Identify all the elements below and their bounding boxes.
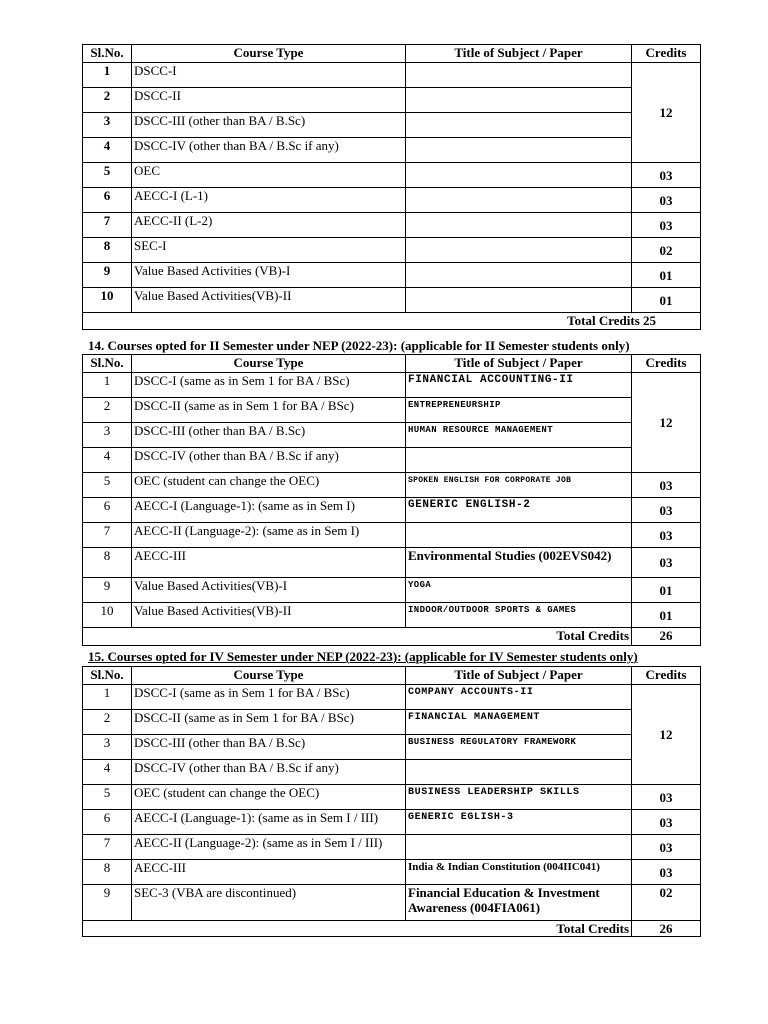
- table-cell: [406, 288, 632, 313]
- col-slno: Sl.No.: [83, 667, 132, 685]
- table-cell: 5: [83, 163, 132, 188]
- table-cell: [406, 835, 632, 860]
- col-course-type: Course Type: [132, 45, 406, 63]
- table-cell: 10: [83, 288, 132, 313]
- table-cell: 1: [83, 685, 132, 710]
- table-cell: 4: [83, 448, 132, 473]
- table-cell: AECC-II (Language-2): (same as in Sem I / III): [132, 835, 406, 860]
- table-cell: DSCC-IV (other than BA / B.Sc if any): [132, 138, 406, 163]
- table-cell: [406, 138, 632, 163]
- credits-cell: 01: [632, 603, 701, 628]
- total-credits-label: Total Credits: [83, 921, 632, 937]
- table-cell: 8: [83, 860, 132, 885]
- table-cell: SEC-3 (VBA are discontinued): [132, 885, 406, 921]
- table-cell: FINANCIAL ACCOUNTING-II: [406, 373, 632, 398]
- table-cell: DSCC-II (same as in Sem 1 for BA / BSc): [132, 710, 406, 735]
- col-title: Title of Subject / Paper: [406, 667, 632, 685]
- table-cell: 6: [83, 188, 132, 213]
- table-cell: AECC-I (Language-1): (same as in Sem I): [132, 498, 406, 523]
- credits-cell: 03: [632, 523, 701, 548]
- credits-cell: 03: [632, 548, 701, 578]
- table-cell: Environmental Studies (002EVS042): [406, 548, 632, 578]
- table-cell: 9: [83, 263, 132, 288]
- table-cell: COMPANY ACCOUNTS-II: [406, 685, 632, 710]
- table-cell: HUMAN RESOURCE MANAGEMENT: [406, 423, 632, 448]
- col-credits: Credits: [632, 355, 701, 373]
- table-cell: Value Based Activities(VB)-I: [132, 578, 406, 603]
- table-cell: [406, 88, 632, 113]
- table-cell: FINANCIAL MANAGEMENT: [406, 710, 632, 735]
- semester-table-2: [82, 354, 701, 646]
- table-cell: DSCC-III (other than BA / B.Sc): [132, 423, 406, 448]
- table-cell: 9: [83, 885, 132, 921]
- credits-cell: 03: [632, 213, 701, 238]
- credits-cell: 03: [632, 473, 701, 498]
- table-cell: DSCC-IV (other than BA / B.Sc if any): [132, 760, 406, 785]
- table-cell: Value Based Activities(VB)-II: [132, 603, 406, 628]
- table-cell: Value Based Activities(VB)-II: [132, 288, 406, 313]
- table-cell: DSCC-I (same as in Sem 1 for BA / BSc): [132, 685, 406, 710]
- table-cell: 1: [83, 63, 132, 88]
- table-cell: DSCC-II (same as in Sem 1 for BA / BSc): [132, 398, 406, 423]
- table-cell: [406, 760, 632, 785]
- credits-cell: 12: [632, 63, 701, 163]
- credits-cell: 03: [632, 835, 701, 860]
- col-credits: Credits: [632, 45, 701, 63]
- table-cell: [406, 163, 632, 188]
- table-cell: [406, 523, 632, 548]
- col-title: Title of Subject / Paper: [406, 45, 632, 63]
- table-cell: 5: [83, 473, 132, 498]
- col-course-type: Course Type: [132, 667, 406, 685]
- table-cell: OEC (student can change the OEC): [132, 473, 406, 498]
- table-cell: Financial Education & Investment Awareness (004FIA061): [406, 885, 632, 921]
- credits-cell: 03: [632, 163, 701, 188]
- table-cell: [406, 113, 632, 138]
- table-cell: AECC-I (Language-1): (same as in Sem I / III): [132, 810, 406, 835]
- credits-cell: 03: [632, 810, 701, 835]
- col-course-type: Course Type: [132, 355, 406, 373]
- semester-table-1: [82, 44, 701, 330]
- credits-cell: 01: [632, 263, 701, 288]
- table-cell: [406, 263, 632, 288]
- table-cell: [406, 188, 632, 213]
- table-cell: 6: [83, 810, 132, 835]
- table-cell: ENTREPRENEURSHIP: [406, 398, 632, 423]
- table-cell: [406, 238, 632, 263]
- table-cell: [406, 448, 632, 473]
- credits-cell: 03: [632, 860, 701, 885]
- table-cell: 6: [83, 498, 132, 523]
- table-cell: DSCC-III (other than BA / B.Sc): [132, 735, 406, 760]
- total-credits: Total Credits 25: [83, 313, 701, 330]
- table-cell: 10: [83, 603, 132, 628]
- table-cell: 2: [83, 710, 132, 735]
- total-credits-value: 26: [632, 628, 701, 646]
- table-cell: OEC (student can change the OEC): [132, 785, 406, 810]
- table-cell: 4: [83, 138, 132, 163]
- table-cell: BUSINESS REGULATORY FRAMEWORK: [406, 735, 632, 760]
- table-cell: 3: [83, 735, 132, 760]
- table-cell: SEC-I: [132, 238, 406, 263]
- table-cell: DSCC-I (same as in Sem 1 for BA / BSc): [132, 373, 406, 398]
- table-cell: 1: [83, 373, 132, 398]
- table-cell: 4: [83, 760, 132, 785]
- table-cell: OEC: [132, 163, 406, 188]
- table-cell: YOGA: [406, 578, 632, 603]
- table-cell: SPOKEN ENGLISH FOR CORPORATE JOB: [406, 473, 632, 498]
- table-cell: 3: [83, 113, 132, 138]
- table-cell: 3: [83, 423, 132, 448]
- table-cell: 9: [83, 578, 132, 603]
- table-cell: DSCC-IV (other than BA / B.Sc if any): [132, 448, 406, 473]
- table-cell: 2: [83, 88, 132, 113]
- table-cell: 7: [83, 835, 132, 860]
- table-cell: AECC-III: [132, 860, 406, 885]
- credits-cell: 03: [632, 498, 701, 523]
- table-cell: DSCC-III (other than BA / B.Sc): [132, 113, 406, 138]
- credits-cell: 02: [632, 885, 701, 921]
- total-credits-label: Total Credits: [83, 628, 632, 646]
- total-credits-value: 26: [632, 921, 701, 937]
- table-cell: 8: [83, 238, 132, 263]
- table-cell: AECC-III: [132, 548, 406, 578]
- credits-cell: 03: [632, 188, 701, 213]
- table-cell: Value Based Activities (VB)-I: [132, 263, 406, 288]
- table-cell: 5: [83, 785, 132, 810]
- table-cell: AECC-I (L-1): [132, 188, 406, 213]
- table-cell: GENERIC ENGLISH-2: [406, 498, 632, 523]
- credits-cell: 01: [632, 578, 701, 603]
- table-cell: 7: [83, 213, 132, 238]
- table-cell: 8: [83, 548, 132, 578]
- credits-cell: 02: [632, 238, 701, 263]
- section-heading-14: 14. Courses opted for II Semester under NEP (2022-23): (applicable for II Semester students only): [88, 338, 630, 353]
- col-slno: Sl.No.: [83, 355, 132, 373]
- credits-cell: 01: [632, 288, 701, 313]
- credits-cell: 12: [632, 373, 701, 473]
- table-cell: 2: [83, 398, 132, 423]
- table-cell: 7: [83, 523, 132, 548]
- credits-cell: 03: [632, 785, 701, 810]
- table-cell: India & Indian Constitution (004IIC041): [406, 860, 632, 885]
- col-slno: Sl.No.: [83, 45, 132, 63]
- table-cell: AECC-II (Language-2): (same as in Sem I): [132, 523, 406, 548]
- table-cell: GENERIC EGLISH-3: [406, 810, 632, 835]
- col-credits: Credits: [632, 667, 701, 685]
- table-cell: AECC-II (L-2): [132, 213, 406, 238]
- table-cell: BUSINESS LEADERSHIP SKILLS: [406, 785, 632, 810]
- table-cell: DSCC-I: [132, 63, 406, 88]
- table-cell: [406, 63, 632, 88]
- credits-cell: 12: [632, 685, 701, 785]
- table-cell: [406, 213, 632, 238]
- table-cell: DSCC-II: [132, 88, 406, 113]
- col-title: Title of Subject / Paper: [406, 355, 632, 373]
- section-heading-15: 15. Courses opted for IV Semester under NEP (2022-23): (applicable for IV Semester students only): [88, 649, 638, 664]
- table-cell: INDOOR/OUTDOOR SPORTS & GAMES: [406, 603, 632, 628]
- semester-table-3: [82, 666, 701, 937]
